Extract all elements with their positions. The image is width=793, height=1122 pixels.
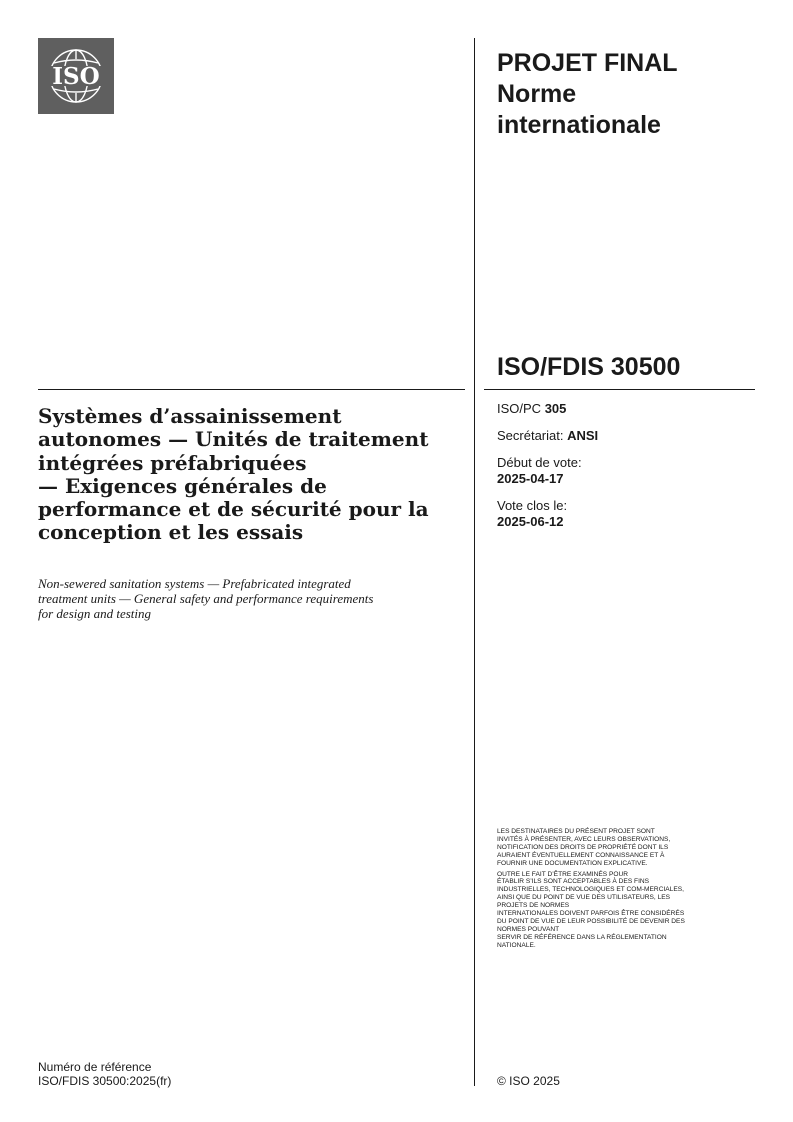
notice-line: NOTIFICATION DES DROITS DE PROPRIÉTÉ DONT ILS — [497, 843, 669, 851]
title-line: conception et les essais — [38, 520, 304, 545]
status-line: internationale — [497, 111, 661, 139]
title-line: intégrées préfabriquées — [38, 450, 307, 475]
notice-line: INDUSTRIELLES, TECHNOLOGIQUES ET COM-MERCIALES, — [497, 886, 684, 894]
notice-line: DU POINT DE VUE DE LEUR POSSIBILITÉ DE DEVENIR DES — [497, 917, 685, 925]
title-line: performance et de sécurité pour la — [38, 497, 429, 522]
vote-end — [497, 498, 747, 530]
logo-text: ISO — [52, 63, 100, 90]
notice-line: AINSI QUE DU POINT DE VUE DES UTILISATEURS, LES — [497, 894, 671, 902]
document-status — [497, 48, 757, 141]
english-title — [38, 576, 458, 621]
status-line: PROJET FINAL — [497, 49, 678, 77]
vote-end-date: 2025-06-12 — [497, 514, 564, 529]
notice-line: INVITÉS À PRÉSENTER, AVEC LEURS OBSERVATIONS, — [497, 835, 671, 843]
committee-label: ISO/PC — [497, 401, 545, 416]
vote-start — [497, 455, 747, 487]
notice-line: SERVIR DE RÉFÉRENCE DANS LA RÉGLEMENTATION — [497, 933, 667, 941]
committee — [497, 401, 747, 417]
notice-paragraph — [497, 828, 759, 868]
document-metadata — [497, 401, 747, 541]
notice-line: OUTRE LE FAIT D’ÊTRE EXAMINÉS POUR — [497, 870, 629, 878]
copyright: © ISO 2025 — [497, 1074, 560, 1088]
notice-line: PROJETS DE NORMES — [497, 902, 570, 910]
notice-paragraph — [497, 871, 759, 950]
notice-line: INTERNATIONALES DOIVENT PARFOIS ÊTRE CONSIDÉRÉS — [497, 910, 685, 918]
secretariat-label: Secrétariat: — [497, 428, 568, 443]
title-line: for design and testing — [38, 606, 152, 621]
vote-start-date: 2025-04-17 — [497, 471, 564, 486]
notice-line: LES DESTINATAIRES DU PRÉSENT PROJET SONT — [497, 828, 655, 835]
title-line: autonomes — Unités de traitement — [38, 427, 429, 452]
notice-line: NATIONALE. — [497, 941, 536, 949]
reference-label: Numéro de référence — [38, 1060, 152, 1074]
left-horizontal-divider — [38, 389, 465, 390]
title-line: Systèmes d’assainissement — [38, 404, 342, 428]
vote-end-label: Vote clos le: — [497, 498, 568, 513]
title-line: treatment units — General safety and performance requirements — [38, 591, 374, 606]
secretariat-value: ANSI — [567, 428, 599, 443]
french-title — [38, 405, 458, 545]
right-horizontal-divider — [484, 389, 755, 390]
title-line: — Exigences générales de — [38, 473, 327, 498]
globe-icon — [38, 38, 114, 114]
committee-number: 305 — [544, 401, 567, 416]
recipients-notice — [497, 828, 759, 950]
notice-line: NORMES POUVANT — [497, 925, 560, 933]
title-line: Non-sewered sanitation systems — Prefabricated integrated — [38, 576, 351, 591]
notice-line: FOURNIR UNE DOCUMENTATION EXPLICATIVE. — [497, 859, 648, 867]
secretariat — [497, 428, 747, 444]
document-number: ISO/FDIS 30500 — [497, 353, 681, 381]
iso-logo — [38, 38, 114, 114]
status-line: Norme — [497, 80, 577, 108]
reference-number — [38, 1060, 171, 1088]
reference-value: ISO/FDIS 30500:2025(fr) — [38, 1074, 172, 1088]
vertical-divider — [474, 38, 475, 1086]
notice-line: AURAIENT ÉVENTUELLEMENT CONNAISSANCE ET À — [497, 851, 665, 859]
notice-line: ÉTABLIR S’ILS SONT ACCEPTABLES À DES FINS — [497, 878, 650, 886]
vote-start-label: Début de vote: — [497, 455, 582, 470]
